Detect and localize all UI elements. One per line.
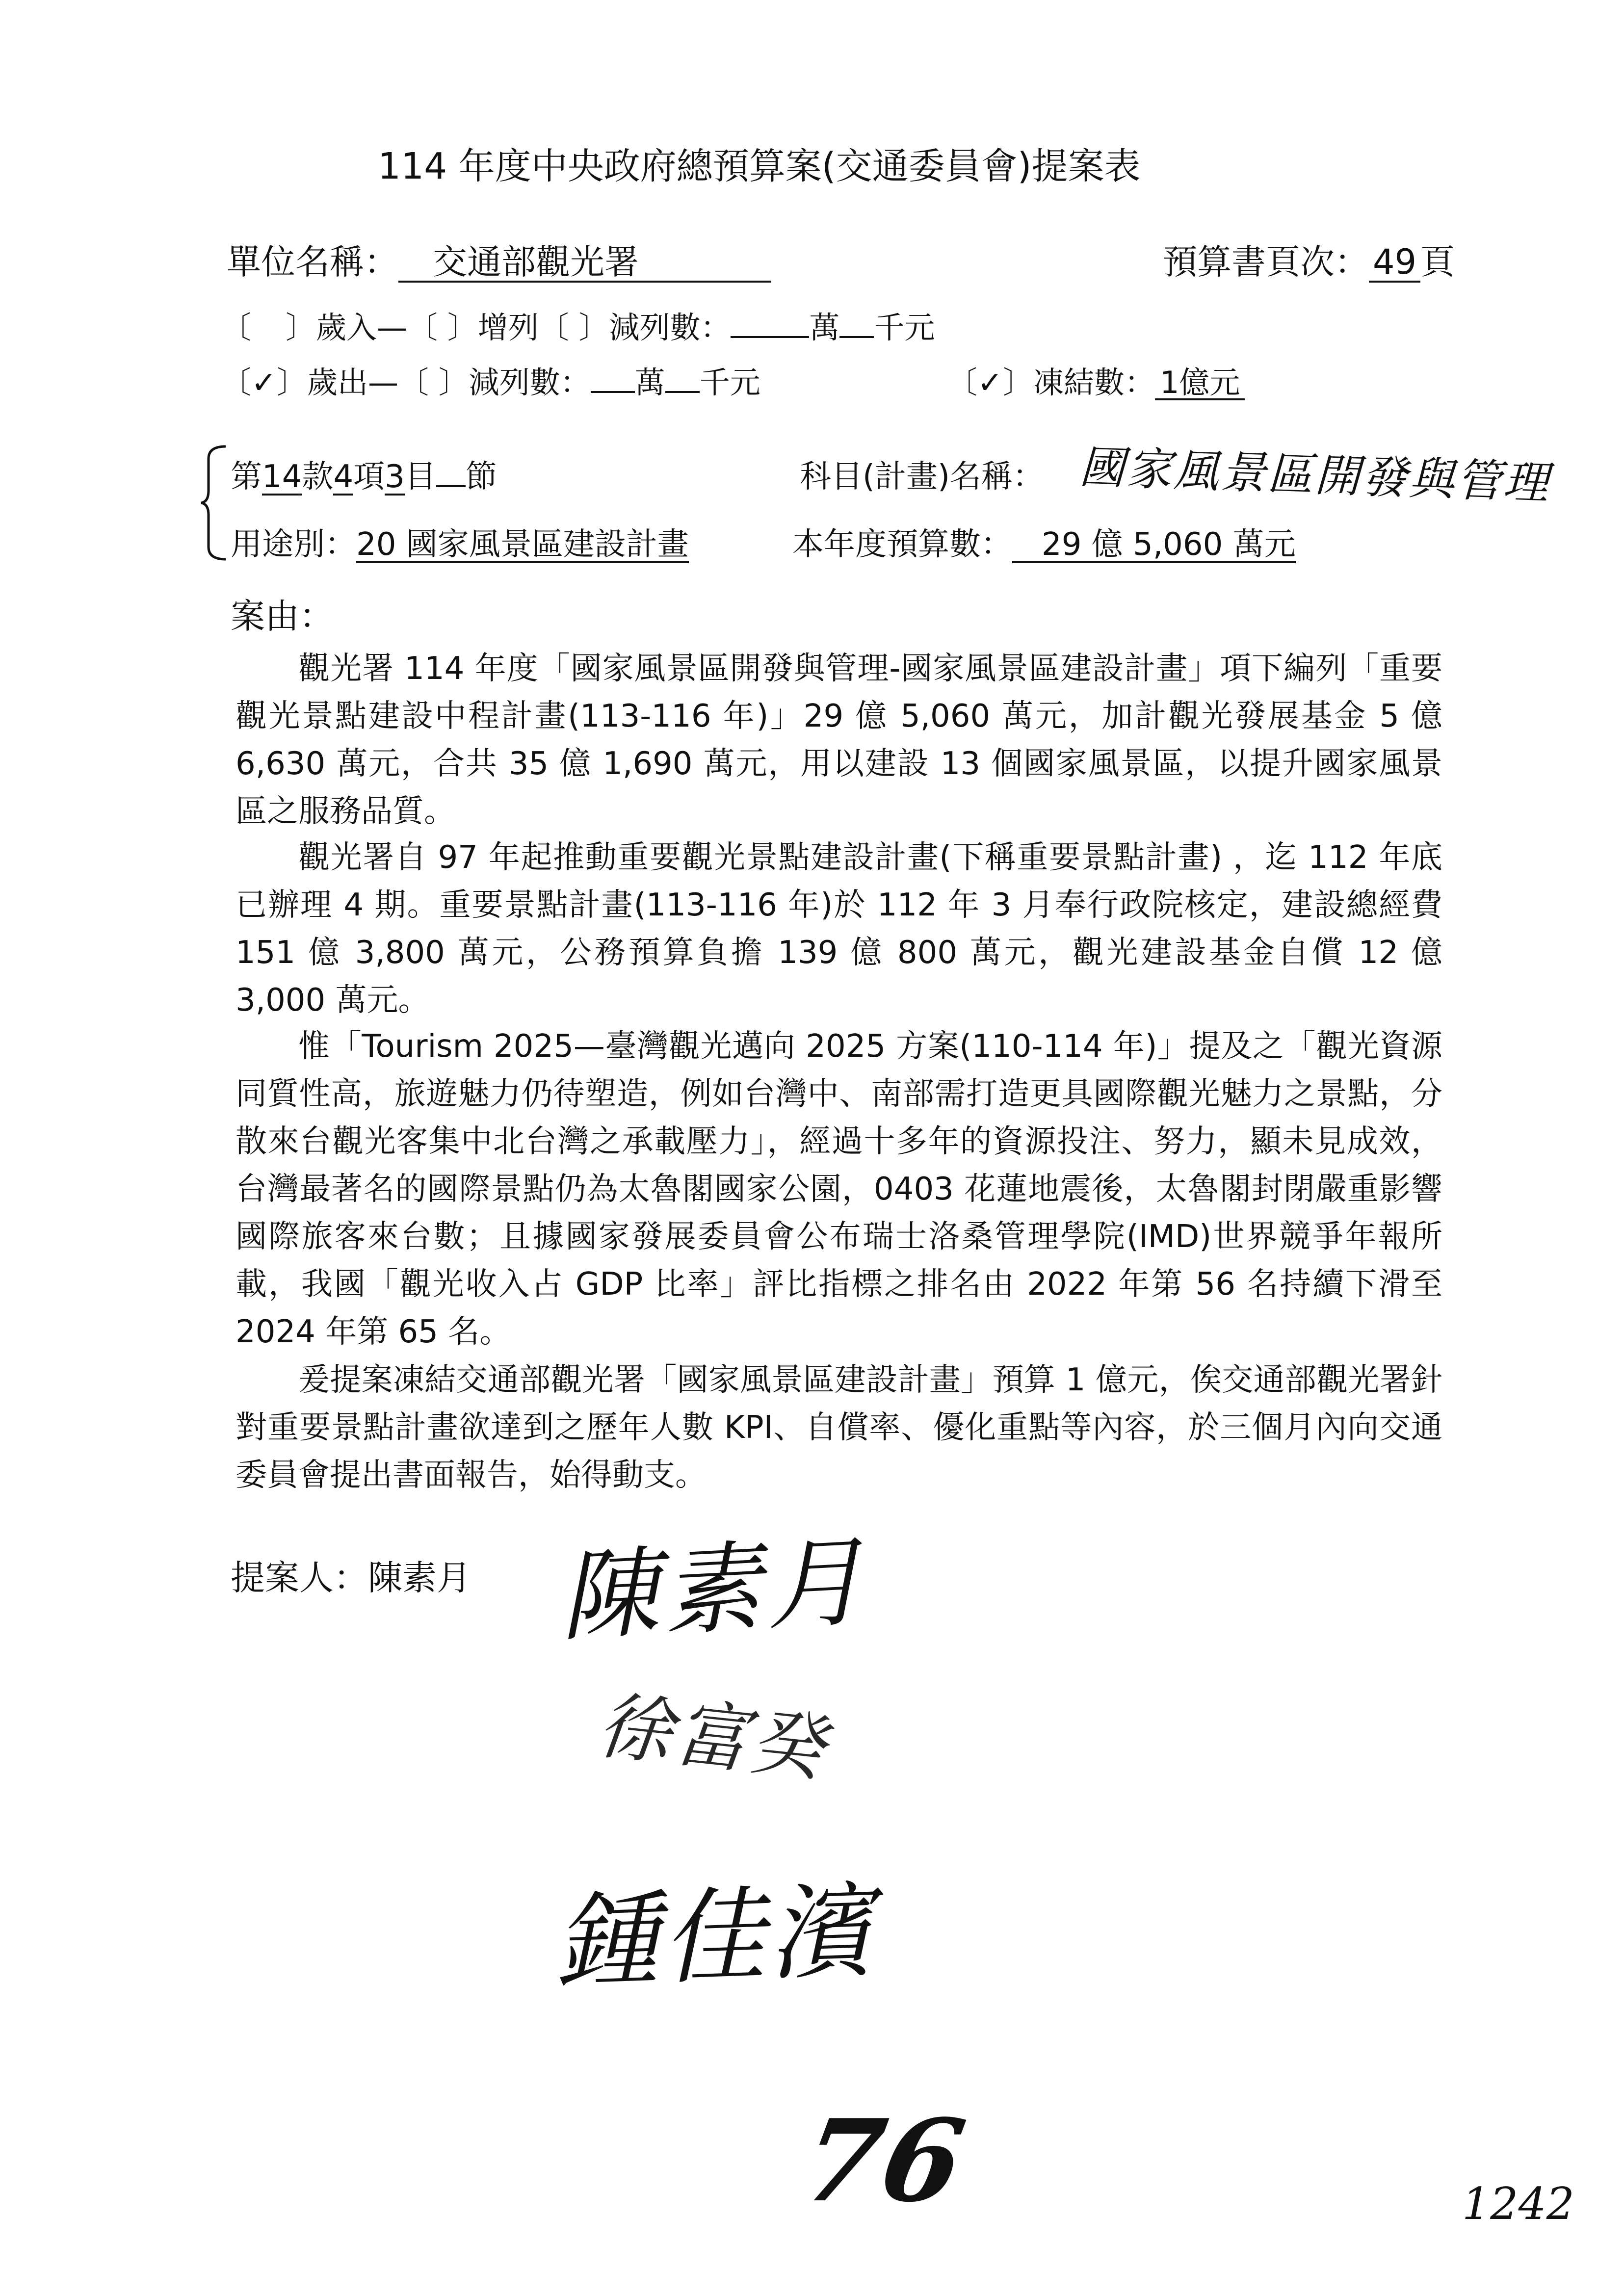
corner-number: 1242: [1462, 2178, 1575, 2230]
revenue-bracket-open: 〔: [221, 310, 252, 345]
account-kuan-no: 14: [262, 459, 302, 495]
expense-blank-wan: [591, 391, 635, 393]
budget-page-line: [1163, 235, 1455, 284]
left-brace: [199, 444, 228, 562]
budget-value: 29 億 5,060 萬元: [1012, 528, 1296, 563]
usage-line: [231, 519, 689, 564]
proposer-name: 陳素月: [368, 1558, 471, 1598]
subject-label: 科目(計畫)名稱：: [800, 459, 1044, 495]
revenue-line: [221, 303, 935, 347]
expense-qian: 千元: [699, 365, 760, 400]
expense-line: [221, 358, 760, 402]
account-mu: 目: [404, 459, 436, 495]
budget-page-value: 49: [1369, 244, 1420, 283]
paragraph-1: 觀光署 114 年度「國家風景區開發與管理-國家風景區建設計畫」項下編列「重要觀光景點建設中程計畫(113-116 年)」29 億 5,060 萬元，加計觀光發展基金 5 億 6,630 萬元，合共 35 億 1,690 萬元，用以建設 13 個國家風景區，以提升國家風景區之服務品質。: [236, 651, 1442, 830]
signature-2: 徐富癸: [594, 1683, 832, 1792]
signature-3: 鍾佳濱: [552, 1871, 878, 2003]
budget-page-label: 預算書頁次：: [1163, 242, 1369, 282]
usage-value: 20 國家風景區建設計畫: [356, 526, 689, 563]
revenue-bracket-close: 〕: [286, 310, 316, 345]
reason-label: 案由：: [231, 596, 334, 636]
budget-line: [792, 519, 1296, 564]
account-di: 第: [231, 459, 262, 495]
paragraph-4: 爰提案凍結交通部觀光署「國家風景區建設計畫」預算 1 億元，俟交通部觀光署針對重要景點計畫欲達到之歷年人數 KPI、自償率、優化重點等內容，於三個月內向交通委員會提出書面報告，始得動支。: [236, 1362, 1442, 1493]
page-number: 76: [793, 2095, 973, 2227]
account-xiang-no: 4: [333, 459, 354, 495]
expense-text: 歲出—〔 〕減列數：: [307, 365, 591, 400]
expense-wan: 萬: [634, 365, 665, 400]
proposer-line: [231, 1550, 471, 1600]
revenue-text: 歲入—〔 〕增列〔 〕減列數：: [316, 310, 731, 345]
account-jie: 節: [465, 459, 497, 495]
revenue-blank-wan: [731, 336, 809, 338]
unit-line: [227, 235, 771, 284]
revenue-blank-qian: [839, 336, 874, 338]
expense-blank-qian: [665, 391, 700, 393]
revenue-wan: 萬: [809, 310, 840, 345]
freeze-label: 凍結數：: [1033, 365, 1155, 400]
account-xiang: 項: [353, 459, 385, 495]
proposer-label: 提案人：: [231, 1558, 368, 1598]
revenue-qian: 千元: [874, 310, 935, 345]
freeze-line: [947, 358, 1245, 402]
account-jie-no: [436, 485, 466, 487]
freeze-value: 1億元: [1155, 366, 1245, 400]
paragraph-3: 惟「Tourism 2025—臺灣觀光邁向 2025 方案(110-114 年)」提及之「觀光資源同質性高，旅遊魅力仍待塑造，例如台灣中、南部需打造更具國際觀光魅力之景點，分散來台觀光客集中北台灣之承載壓力」，經過十多年的資源投注、努力，顯未見成效，台灣最著名的國際景點仍為太魯閣國家公園，0403 花蓮地震後，太魯閣封閉嚴重影響國際旅客來台數；且據國家發展委員會公布瑞士洛桑管理學院(IMD)世界競爭年報所載，我國「觀光收入占 GDP 比率」評比指標之排名由 2022 年第 56 名持續下滑至 2024 年第 65 名。: [236, 1028, 1442, 1350]
budget-page-suffix: 頁: [1420, 242, 1455, 282]
signature-1: 陳素月: [557, 1524, 872, 1655]
subject-handwritten: 國家風景區開發與管理: [1078, 441, 1551, 510]
account-line: [231, 451, 497, 496]
document-title: 114 年度中央政府總預算案(交通委員會)提案表: [378, 145, 1141, 187]
paragraph-2: 觀光署自 97 年起推動重要觀光景點建設計畫(下稱重要景點計畫) ，迄 112 年底已辦理 4 期。重要景點計畫(113-116 年)於 112 年 3 月奉行政院核定，建設總經費 151 億 3,800 萬元，公務預算負擔 139 億 800 萬元，觀光建設基金自償 12 億 3,000 萬元。: [236, 839, 1442, 1018]
expense-checkbox: 〔✓〕: [221, 365, 307, 400]
unit-value: 交通部觀光署: [398, 244, 771, 283]
account-kuan: 款: [302, 459, 334, 495]
freeze-checkbox: 〔✓〕: [947, 365, 1033, 400]
unit-label: 單位名稱：: [227, 242, 398, 282]
usage-label: 用途別：: [231, 526, 356, 563]
budget-label: 本年度預算數：: [792, 526, 1012, 563]
account-mu-no: 3: [385, 459, 405, 495]
